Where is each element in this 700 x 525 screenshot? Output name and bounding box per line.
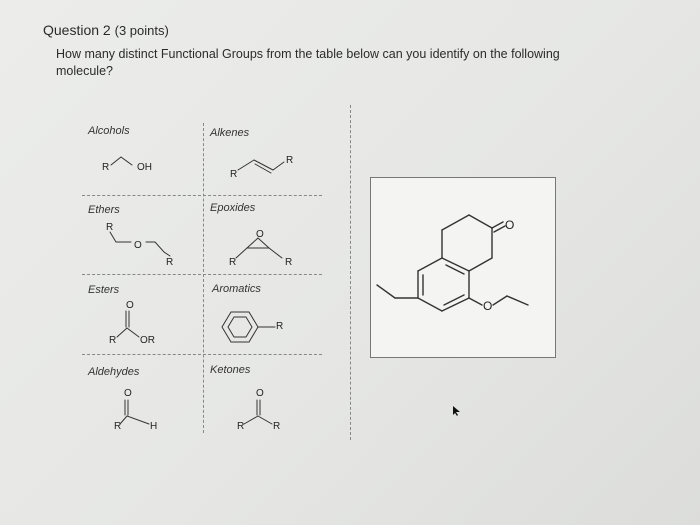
- mouse-cursor-icon: [452, 405, 462, 417]
- ester-or: OR: [140, 335, 155, 346]
- epoxide-r1: R: [229, 257, 237, 268]
- molecule-structure: [371, 178, 555, 357]
- epoxide-o: O: [256, 229, 264, 240]
- ketone-r1: R: [237, 421, 245, 432]
- group-name-ethers: Ethers: [88, 204, 120, 216]
- question-number: Question 2: [43, 22, 111, 38]
- alcohol-r: R: [102, 162, 110, 173]
- ketone-r2: R: [273, 421, 281, 432]
- group-name-aromatics: Aromatics: [212, 283, 261, 295]
- group-name-aldehydes: Aldehydes: [88, 366, 140, 378]
- question-points: (3 points): [114, 23, 169, 38]
- molecule-ketone-o: O: [505, 218, 515, 232]
- ester-r: R: [109, 335, 117, 346]
- group-name-epoxides: Epoxides: [210, 202, 256, 214]
- molecule-panel: [370, 177, 556, 358]
- group-name-ketones: Ketones: [210, 364, 251, 376]
- aldehyde-h: H: [150, 421, 158, 432]
- group-name-alkenes: Alkenes: [210, 127, 250, 139]
- alcohol-bonds: [111, 157, 132, 165]
- alcohol-oh: OH: [137, 162, 152, 173]
- epoxide-r2: R: [285, 257, 293, 268]
- ether-r1: R: [106, 222, 114, 233]
- ketone-o: O: [256, 388, 264, 399]
- alkene-r2: R: [286, 155, 294, 166]
- ether-o: O: [134, 240, 142, 251]
- group-name-alcohols: Alcohols: [88, 125, 130, 137]
- group-name-esters: Esters: [88, 284, 120, 296]
- question-text: How many distinct Functional Groups from the table below can you identify on the following molecule?: [56, 47, 560, 78]
- molecule-ether-o: O: [483, 299, 493, 313]
- aldehyde-o: O: [124, 388, 132, 399]
- alkene-r1: R: [230, 169, 238, 180]
- aromatic-r: R: [276, 321, 284, 332]
- ether-r2: R: [166, 257, 174, 268]
- ester-o: O: [126, 300, 134, 311]
- aldehyde-r: R: [114, 421, 122, 432]
